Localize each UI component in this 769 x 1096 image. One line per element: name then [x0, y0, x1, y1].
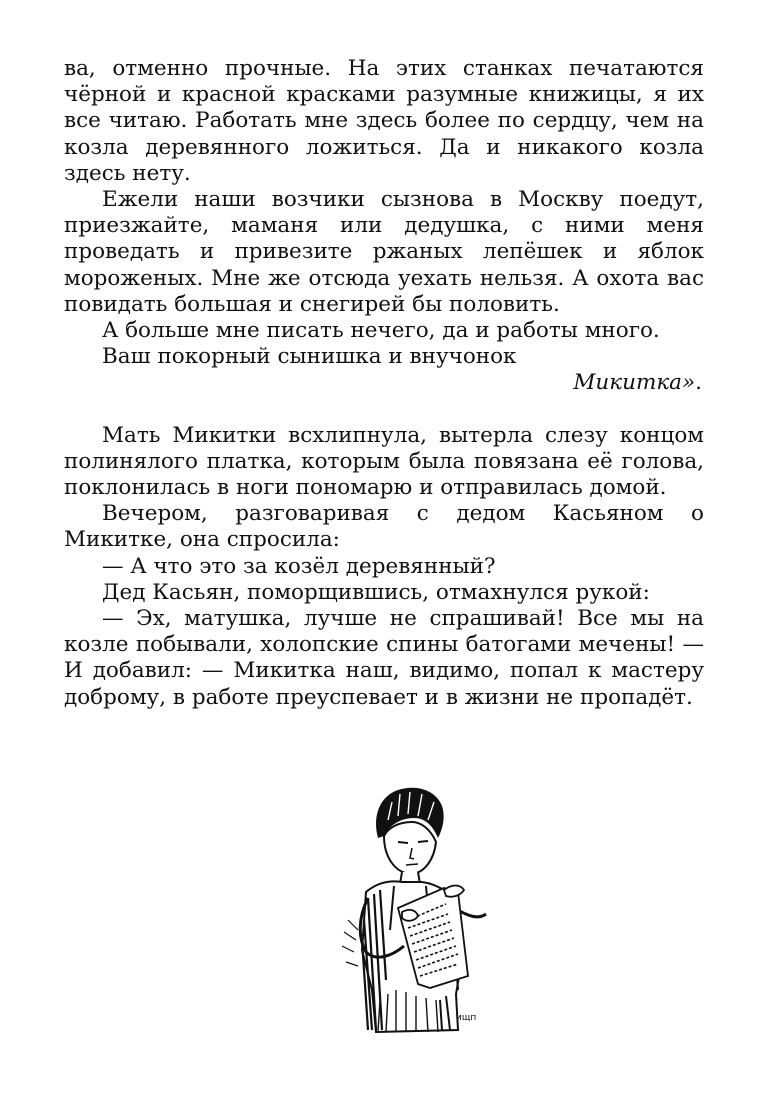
page-text — [64, 56, 704, 711]
letter-paragraph-1: ва, отменно прочные. На этих станках печатаются чёрной и красной красками разумные книжицы, я их все читаю. Работать мне здесь более по сердцу, чем на козла деревянного ложиться. Да и никакого козла здесь нету. — [64, 56, 704, 186]
letter-paragraph-2: Ежели наши возчики сызнова в Москву поедут, приезжайте, маманя или дедушка, с ними меня проведать и привезите ржаных лепёшек и яблок мороженых. Мне же отсюда уехать нельзя. А охота вас повидать большая и снегирей бы половить. — [64, 187, 704, 317]
dialogue-line-1: — А что это за козёл деревянный? — [102, 553, 496, 579]
letter-paragraph-3: А больше мне писать нечего, да и работы много. — [102, 318, 660, 344]
narrative-paragraph-2: Вечером, разговаривая с дедом Касьяном о Микитке, она спросила: — [64, 501, 704, 553]
dialogue-line-2: — Эх, матушка, лучше не спрашивай! Все мы на козле побывали, холопские спины батогами мечены! — И добавил: — Микитка наш, видимо, попал к мастеру доброму, в работе преуспевает и в жизни не пропадёт. — [64, 606, 704, 710]
section-gap — [64, 397, 704, 423]
boy-reading-illustration — [318, 780, 496, 1042]
narrative-paragraph-1: Мать Микитки всхлипнула, вытерла слезу концом полинялого платка, которым была повязана её голова, поклонилась в ноги пономарю и отправилась домой. — [64, 422, 704, 501]
letter-closing: Ваш покорный сынишка и внучонок — [102, 344, 517, 370]
letter-signature: Микитка». — [573, 370, 702, 396]
svg-text:ищп: ищп — [456, 1013, 477, 1023]
narrative-paragraph-3: Дед Касьян, поморщившись, отмахнулся рукой: — [102, 579, 650, 605]
